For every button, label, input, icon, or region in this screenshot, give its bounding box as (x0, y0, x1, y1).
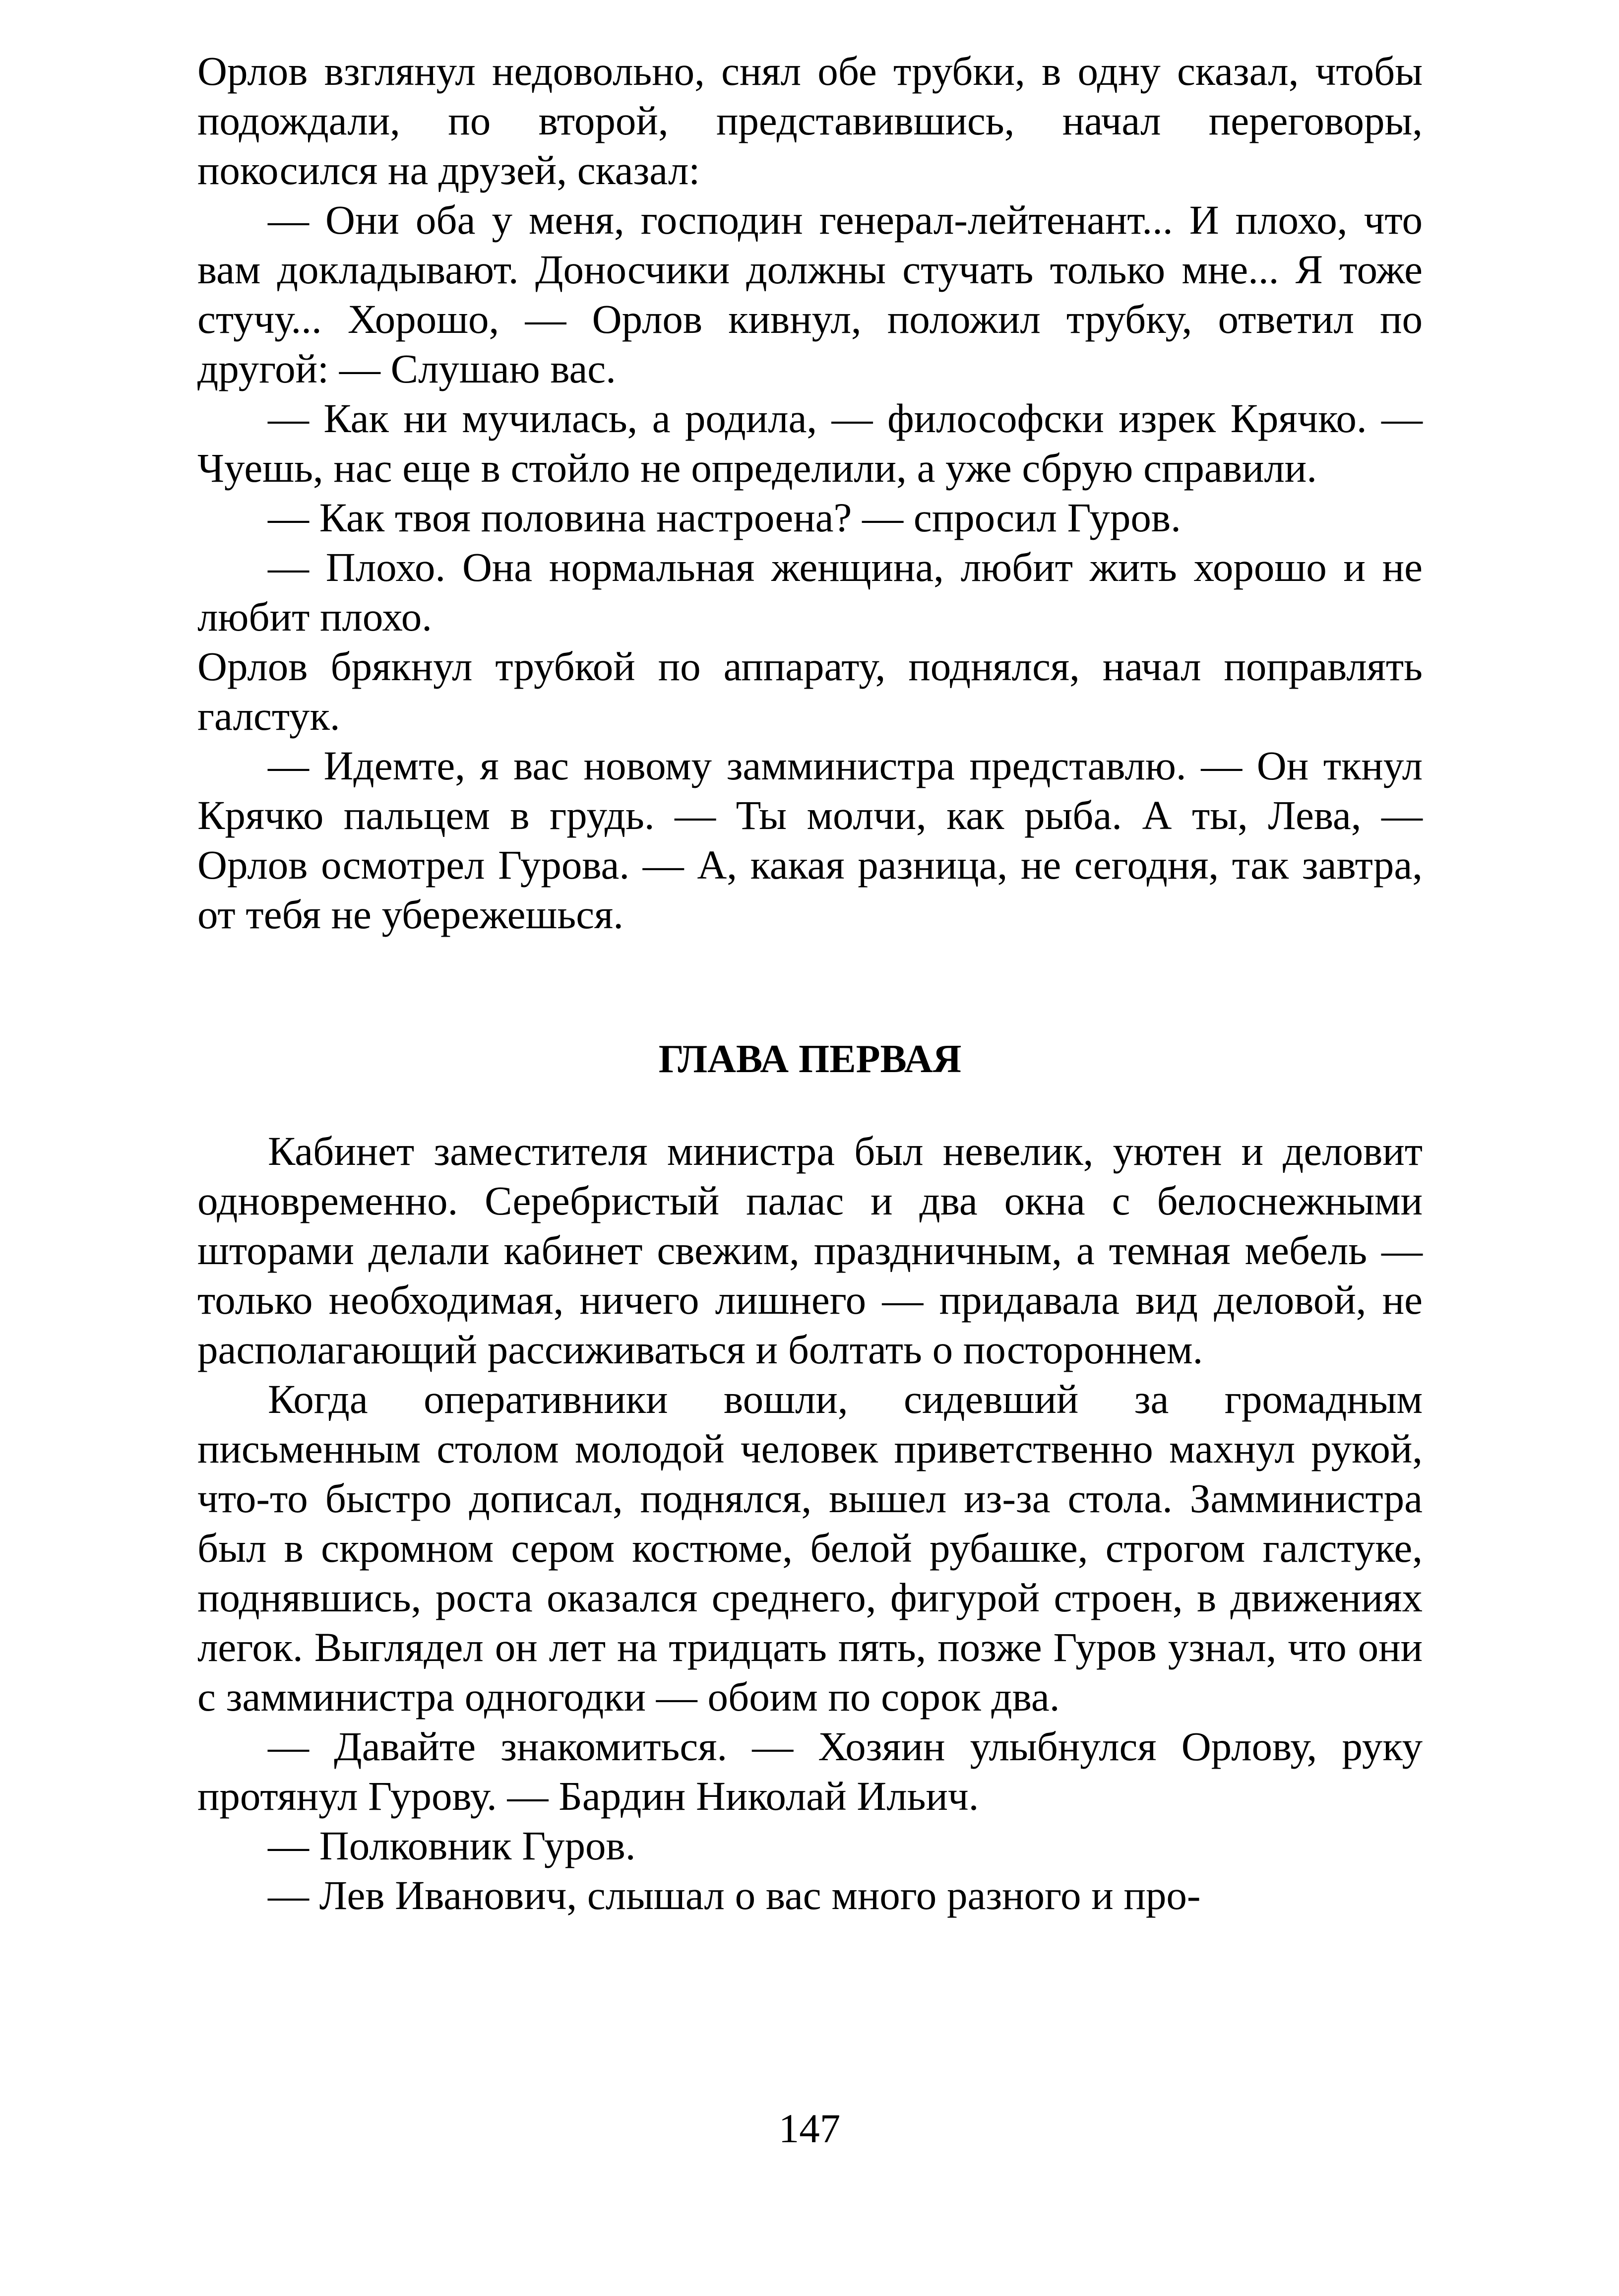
paragraph: Орлов взглянул недовольно, снял обе трубки, в одну сказал, чтобы подождали, по второй, представившись, начал переговоры, покосился на друзей, сказал: (197, 48, 1423, 193)
paragraph: — Они оба у меня, господин генерал-лейтенант... И плохо, что вам докладывают. Доносчики должны стучать только мне... Я тоже стучу... Хорошо, — Орлов кивнул, положил трубку, ответил по другой: — Слушаю вас. (197, 197, 1423, 391)
paragraph: Орлов брякнул трубкой по аппарату, поднялся, начал поправлять галстук. (197, 643, 1423, 739)
text-block-bottom (197, 1126, 1423, 1920)
paragraph: — Идемте, я вас новому замминистра представлю. — Он ткнул Крячко пальцем в грудь. — Ты молчи, как рыба. А ты, Лева, — Орлов осмотрел Гурова. — А, какая разница, не сегодня, так завтра, от тебя не убережешься. (197, 743, 1423, 937)
paragraph: Кабинет заместителя министра был невелик, уютен и деловит одновременно. Серебристый палас и два окна с белоснежными шторами делали кабинет свежим, праздничным, а темная мебель — только необходимая, ничего лишнего — придавала вид деловой, не располагающий рассиживаться и болтать о постороннем. (197, 1128, 1423, 1372)
paragraph: — Лев Иванович, слышал о вас много разного и про- (268, 1872, 1201, 1918)
paragraph: — Как твоя половина настроена? — спросил Гуров. (268, 495, 1181, 540)
paragraph: — Полковник Гуров. (268, 1823, 636, 1868)
page-number: 147 (778, 2105, 841, 2151)
chapter-title: ГЛАВА ПЕРВАЯ (658, 1037, 962, 1081)
text-block-top (197, 46, 1423, 939)
paragraph: — Плохо. Она нормальная женщина, любит жить хорошо и не любит плохо. (197, 544, 1423, 639)
paragraph: — Как ни мучилась, а родила, — философски изрек Крячко. — Чуешь, нас еще в стойло не определили, а уже сбрую справили. (197, 395, 1423, 491)
paragraph: — Давайте знакомиться. — Хозяин улыбнулся Орлову, руку протянул Гурову. — Бардин Николай Ильич. (197, 1723, 1423, 1819)
paragraph: Когда оперативники вошли, сидевший за громадным письменным столом молодой человек приветственно махнул рукой, что-то быстро дописал, поднялся, вышел из-за стола. Замминистра был в скромном сером костюме, белой рубашке, строгом галстуке, поднявшись, роста оказался среднего, фигурой строен, в движениях легок. Выглядел он лет на тридцать пять, позже Гуров узнал, что они с замминистра одногодки — обоим по сорок два. (197, 1376, 1423, 1720)
